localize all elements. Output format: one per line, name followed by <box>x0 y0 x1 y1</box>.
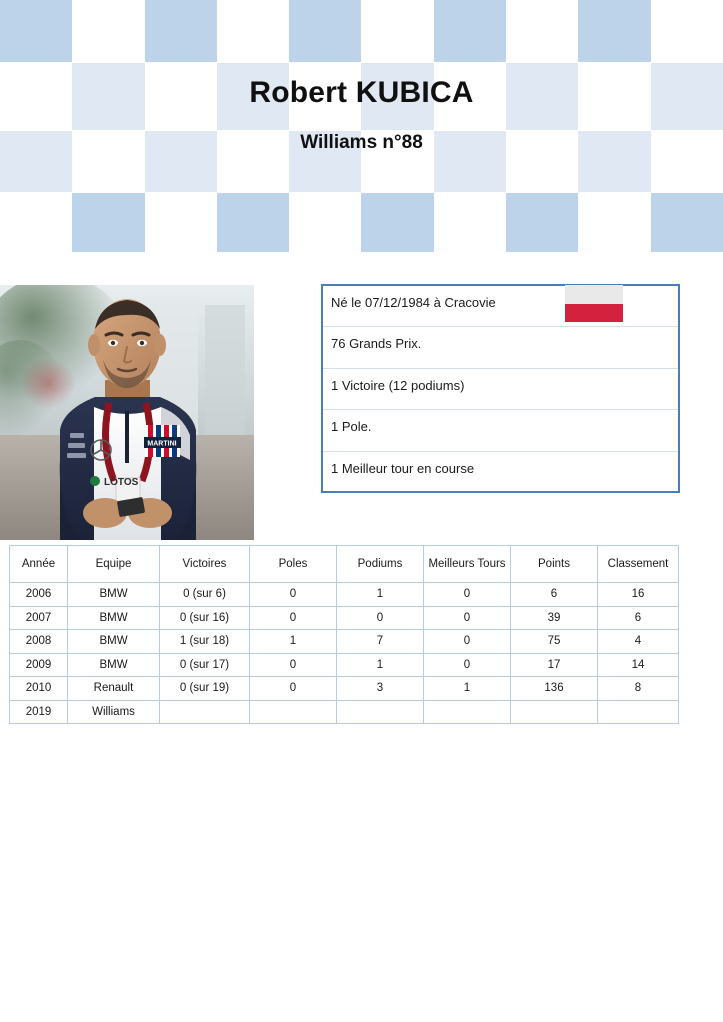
checkerboard-cell <box>578 0 650 62</box>
checkerboard-cell <box>361 0 433 62</box>
column-header-podiums: Podiums <box>337 546 424 583</box>
checkerboard-cell <box>145 131 217 192</box>
table-cell-poles: 0 <box>250 653 337 677</box>
checkerboard-cell <box>651 63 723 130</box>
checkerboard-cell <box>434 193 506 252</box>
table-cell-victoires: 0 (sur 19) <box>160 677 250 701</box>
table-body <box>10 583 679 724</box>
table-row <box>10 677 679 701</box>
checkerboard-cell <box>72 131 144 192</box>
table-cell-classement: 6 <box>598 606 679 630</box>
checkerboard-cell <box>217 63 289 130</box>
flag-stripe-white <box>565 285 623 304</box>
table-cell-equipe: BMW <box>68 653 160 677</box>
checkerboard-cell <box>72 193 144 252</box>
table-cell-meilleurs-tours: 1 <box>424 677 511 701</box>
table-cell-classement: 16 <box>598 583 679 607</box>
table-cell-classement <box>598 700 679 724</box>
page-title: Robert KUBICA <box>249 76 474 109</box>
table-cell-poles <box>250 700 337 724</box>
table-cell-classement: 8 <box>598 677 679 701</box>
checkerboard-row <box>0 131 723 192</box>
checkerboard-cell <box>651 0 723 62</box>
checkerboard-cell <box>217 0 289 62</box>
checkerboard-cell <box>72 63 144 130</box>
table-cell-points: 39 <box>511 606 598 630</box>
svg-text:LOTOS: LOTOS <box>104 477 139 488</box>
info-row-poles: 1 Pole. <box>323 410 678 451</box>
checkerboard-cell <box>145 193 217 252</box>
checkerboard-cell <box>651 193 723 252</box>
table-cell-podiums: 1 <box>337 583 424 607</box>
checkerboard-cell <box>506 131 578 192</box>
table-row <box>10 700 679 724</box>
checkerboard-cell <box>289 131 361 192</box>
info-row-birth <box>323 286 678 327</box>
checkerboard-cell <box>289 0 361 62</box>
table-cell-equipe: Renault <box>68 677 160 701</box>
table-cell-meilleurs-tours: 0 <box>424 653 511 677</box>
checkerboard-cell <box>145 0 217 62</box>
checkerboard-row <box>0 193 723 252</box>
checkerboard-cell <box>361 193 433 252</box>
checkerboard-cell <box>0 131 72 192</box>
table-cell-poles: 0 <box>250 583 337 607</box>
table-cell-victoires: 0 (sur 17) <box>160 653 250 677</box>
table-cell-meilleurs-tours <box>424 700 511 724</box>
table-cell-points: 6 <box>511 583 598 607</box>
column-header-victoires: Victoires <box>160 546 250 583</box>
column-header-equipe: Equipe <box>68 546 160 583</box>
table-cell-equipe: BMW <box>68 606 160 630</box>
column-header-points: Points <box>511 546 598 583</box>
table-row <box>10 653 679 677</box>
info-row-grands-prix: 76 Grands Prix. <box>323 327 678 368</box>
table-cell-equipe: BMW <box>68 583 160 607</box>
column-header-meilleurs-tours: Meilleurs Tours <box>424 546 511 583</box>
table-cell-classement: 14 <box>598 653 679 677</box>
table-cell-victoires <box>160 700 250 724</box>
table-cell-meilleurs-tours: 0 <box>424 630 511 654</box>
checkerboard-cell <box>506 0 578 62</box>
career-stats-table <box>9 545 679 724</box>
table-cell-victoires: 1 (sur 18) <box>160 630 250 654</box>
checkerboard-row <box>0 0 723 62</box>
table-cell-annee: 2007 <box>10 606 68 630</box>
table-cell-victoires: 0 (sur 6) <box>160 583 250 607</box>
svg-text:MARTINI: MARTINI <box>147 440 177 448</box>
checkerboard-cell <box>289 63 361 130</box>
column-header-classement: Classement <box>598 546 679 583</box>
checkerboard-cell <box>434 0 506 62</box>
table-cell-poles: 0 <box>250 677 337 701</box>
table-cell-poles: 1 <box>250 630 337 654</box>
table-cell-points <box>511 700 598 724</box>
driver-info-box <box>321 284 680 493</box>
info-row-fastest-lap: 1 Meilleur tour en course <box>331 460 475 476</box>
table-header-row <box>10 546 679 583</box>
checkerboard-cell <box>506 63 578 130</box>
table-cell-meilleurs-tours: 0 <box>424 606 511 630</box>
header-banner <box>0 0 723 253</box>
table-cell-equipe: Williams <box>68 700 160 724</box>
table-cell-equipe: BMW <box>68 630 160 654</box>
table-cell-podiums: 1 <box>337 653 424 677</box>
checkerboard-cell <box>0 193 72 252</box>
table-row <box>10 606 679 630</box>
table-cell-podiums: 0 <box>337 606 424 630</box>
checkerboard-cell <box>578 193 650 252</box>
table-cell-podiums <box>337 700 424 724</box>
table-cell-poles: 0 <box>250 606 337 630</box>
table-cell-meilleurs-tours: 0 <box>424 583 511 607</box>
table-cell-annee: 2019 <box>10 700 68 724</box>
checkerboard-cell <box>434 131 506 192</box>
table-cell-classement: 4 <box>598 630 679 654</box>
column-header-annee: Année <box>10 546 68 583</box>
info-row-victories: 1 Victoire (12 podiums) <box>323 369 678 410</box>
info-row-birth-text: Né le 07/12/1984 à Cracovie <box>331 295 496 310</box>
table-cell-victoires: 0 (sur 16) <box>160 606 250 630</box>
table-cell-annee: 2008 <box>10 630 68 654</box>
table-cell-points: 17 <box>511 653 598 677</box>
checkerboard-cell <box>217 131 289 192</box>
checkerboard-cell <box>361 131 433 192</box>
column-header-poles: Poles <box>250 546 337 583</box>
table-cell-podiums: 7 <box>337 630 424 654</box>
flag-stripe-red <box>565 304 623 323</box>
poland-flag-icon <box>565 285 623 322</box>
page-subtitle: Williams n°88 <box>300 132 423 153</box>
checkerboard-cell <box>361 63 433 130</box>
checkerboard-cell <box>72 0 144 62</box>
table-cell-annee: 2006 <box>10 583 68 607</box>
table-cell-annee: 2010 <box>10 677 68 701</box>
table-cell-points: 75 <box>511 630 598 654</box>
checkerboard-cell <box>145 63 217 130</box>
checkerboard-cell <box>434 63 506 130</box>
table-cell-points: 136 <box>511 677 598 701</box>
checkerboard-cell <box>578 131 650 192</box>
checkerboard-cell <box>0 0 72 62</box>
checkerboard-cell <box>217 193 289 252</box>
martini-logo <box>144 425 181 457</box>
checkerboard-cell <box>289 193 361 252</box>
table-row <box>10 583 679 607</box>
checkerboard-row <box>0 63 723 130</box>
table-row <box>10 630 679 654</box>
table-cell-annee: 2009 <box>10 653 68 677</box>
checkerboard-cell <box>506 193 578 252</box>
checkerboard-cell <box>578 63 650 130</box>
driver-photo <box>0 285 254 540</box>
driver-photo-image <box>0 285 254 540</box>
checkerboard-cell <box>0 63 72 130</box>
table-cell-podiums: 3 <box>337 677 424 701</box>
checkerboard-cell <box>651 131 723 192</box>
